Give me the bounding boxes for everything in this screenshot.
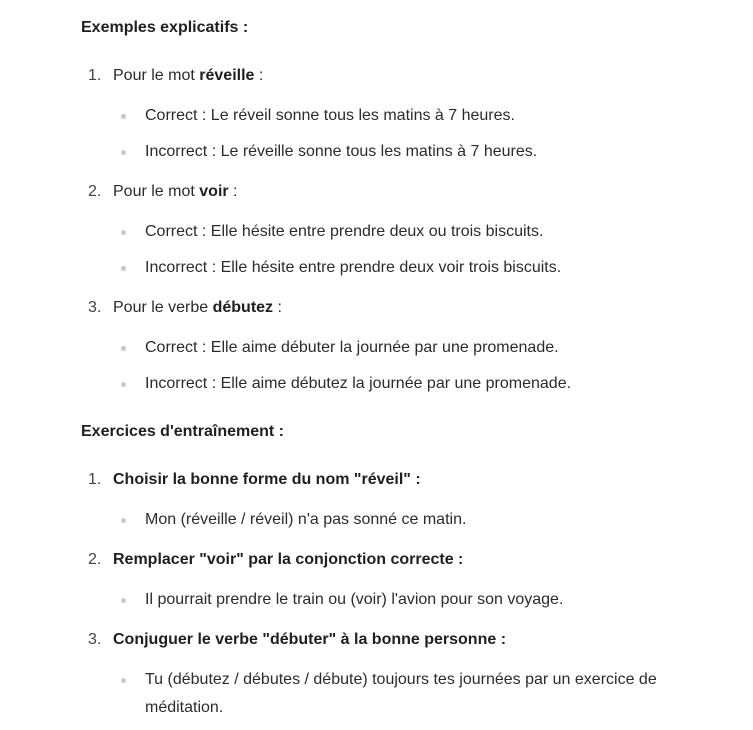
example-word: réveille (199, 67, 255, 84)
example-incorrect-3 (121, 370, 571, 398)
exercise-title: Conjuguer le verbe "débuter" à la bonne personne : (113, 631, 507, 648)
bullet-dot-icon (121, 230, 126, 235)
example-suffix: : (254, 67, 264, 84)
bullet-text: Tu (débutez / débutes / débute) toujours tes journées par un exercice de méditation. (145, 671, 657, 716)
example-prefix: Pour le mot (113, 67, 200, 84)
list-number: 3. (88, 299, 102, 316)
bullet-text: Correct : Elle hésite entre prendre deux ou trois biscuits. (145, 223, 544, 240)
example-item-1 (88, 67, 263, 85)
list-number: 1. (88, 471, 102, 488)
list-number: 1. (88, 67, 102, 84)
example-incorrect-2 (121, 254, 561, 282)
example-item-3 (88, 299, 282, 317)
exercises-heading: Exercices d'entraînement : (81, 423, 284, 440)
examples-heading: Exemples explicatifs : (81, 19, 249, 36)
bullet-text: Incorrect : Le réveille sonne tous les matins à 7 heures. (145, 143, 538, 160)
exercise-bullet-1 (121, 506, 466, 534)
exercise-item-2 (88, 551, 463, 569)
bullet-dot-icon (121, 150, 126, 155)
bullet-text: Correct : Le réveil sonne tous les matins à 7 heures. (145, 107, 515, 124)
bullet-text: Correct : Elle aime débuter la journée par une promenade. (145, 339, 559, 356)
bullet-dot-icon (121, 382, 126, 387)
bullet-dot-icon (121, 598, 126, 603)
bullet-dot-icon (121, 678, 126, 683)
exercise-bullet-2 (121, 586, 563, 614)
exercise-title: Remplacer "voir" par la conjonction correcte : (113, 551, 464, 568)
bullet-dot-icon (121, 518, 126, 523)
example-correct-3 (121, 334, 559, 362)
exercise-item-3 (88, 631, 506, 649)
exercise-bullet-3 (121, 666, 705, 722)
exercise-title: Choisir la bonne forme du nom "réveil" : (113, 471, 421, 488)
example-prefix: Pour le verbe (113, 299, 213, 316)
list-number: 2. (88, 183, 102, 200)
example-suffix: : (228, 183, 238, 200)
example-item-2 (88, 183, 238, 201)
example-suffix: : (273, 299, 282, 316)
example-word: débutez (212, 299, 274, 316)
bullet-text: Mon (réveille / réveil) n'a pas sonné ce matin. (145, 511, 467, 528)
bullet-text: Il pourrait prendre le train ou (voir) l'avion pour son voyage. (145, 591, 564, 608)
example-correct-2 (121, 218, 543, 246)
bullet-text: Incorrect : Elle hésite entre prendre deux voir trois biscuits. (145, 259, 562, 276)
example-prefix: Pour le mot (113, 183, 200, 200)
bullet-dot-icon (121, 346, 126, 351)
example-incorrect-1 (121, 138, 537, 166)
exercise-item-1 (88, 471, 421, 489)
bullet-dot-icon (121, 266, 126, 271)
bullet-text: Incorrect : Elle aime débutez la journée par une promenade. (145, 375, 572, 392)
list-number: 3. (88, 631, 102, 648)
example-word: voir (199, 183, 229, 200)
example-correct-1 (121, 102, 515, 130)
list-number: 2. (88, 551, 102, 568)
bullet-dot-icon (121, 114, 126, 119)
